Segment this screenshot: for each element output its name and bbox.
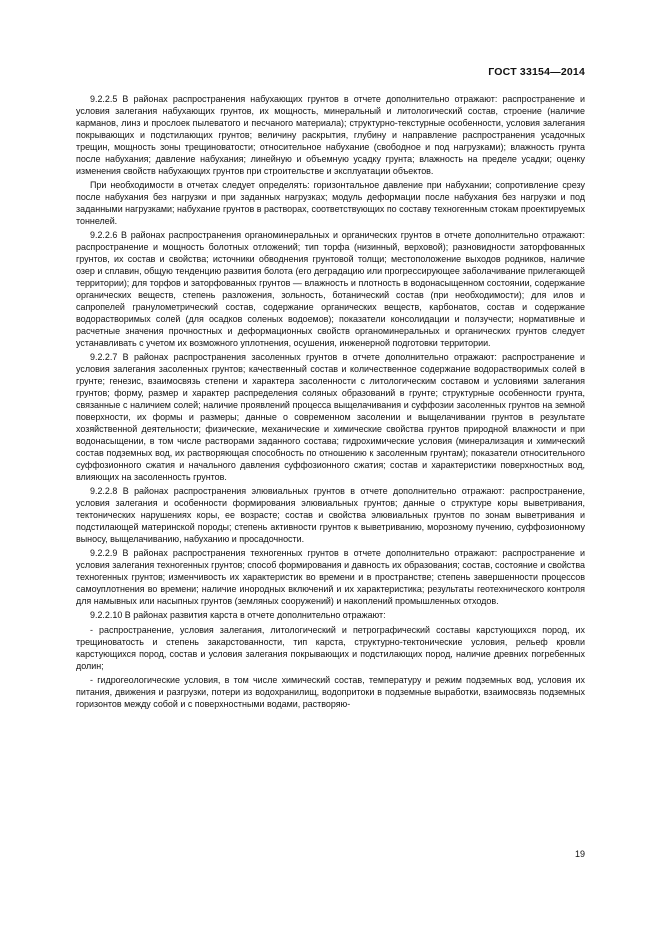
paragraph-9-2-2-5: 9.2.2.5 В районах распространения набухающих грунтов в отчете дополнительно отражают: распространение и условия залегания набухающих грунтов, их мощность, минеральный и литологический состав, строение (наличие карманов, линз и прослоек пылеватого и песчаного материала); структурно-текстурные особенности, условия залегания покрывающих и подстилающих грунтов; величину раскрытия, глубину и направление распространения усадочных трещин, мощность зоны трещиноватости; относительное набухание (свободное и под нагрузками); влажность грунта после набухания; давление набухания; линейную и объемную усадку грунта; влажность на пределе усадки; оценку изменения свойств набухающих грунтов при строительстве и эксплуатации объектов. — [76, 94, 585, 176]
list-item-karst-rocks: - распространение, условия залегания, литологический и петрографический составы карстующихся пород, их трещиноватость и степень закарстованности, тип карста, структурно-тектонические условия, рельеф кровли карстующихся пород, состав и условия залегания покрывающих и подстилающих пород, наличие древних погребенных долин; — [76, 624, 585, 671]
paragraph-9-2-2-9: 9.2.2.9 В районах распространения техногенных грунтов в отчете дополнительно отражают: распространение и условия залегания техногенных грунтов; способ формирования и давность их образования; состав, состояние и свойства техногенных грунтов; изменчивость их характеристик во времени и в пространстве; степень завершенности процессов самоуплотнения во времени; наличие инородных включений и их характеристика; результаты геотехнического контроля для намывных или насыпных грунтов (земляных сооружений) и накоплений промышленных отходов. — [76, 548, 585, 607]
paragraph-9-2-2-6: 9.2.2.6 В районах распространения органоминеральных и органических грунтов в отчете дополнительно отражают: распространение и мощность болотных отложений; тип торфа (низинный, верховой); разновидности заторфованных грунтов, их состав и свойства; источники обводнения грунтовой толщи; местоположение выходов родников, наличие озер и сплавин, общую тенденцию развития болота (его деградацию или прогрессирующее заболачивание прилегающей территории); для торфов и заторфованных грунтов — влажность и плотность в водонасыщенном состоянии, содержание органических веществ, степень разложения, зольность, ботанический состав (при необходимости); для илов и сапропелей гранулометрический состав, содержание органических веществ, карбонатов, состав и содержание водорастворимых солей (для осадков соленых водоемов); показатели консолидации и ползучести; нормативные и расчетные значения прочностных и деформационных свойств органоминеральных и органических грунтов следует устанавливать с учетом их возможного уплотнения, осушения, инженерной подготовки территории. — [76, 230, 585, 348]
body-text — [76, 94, 585, 713]
page-number: 19 — [574, 849, 585, 859]
paragraph-9-2-2-7: 9.2.2.7 В районах распространения засоленных грунтов в отчете дополнительно отражают: распространение и условия залегания засоленных грунтов; качественный состав и количественное содержание водорастворимых солей в грунте; генезис, взаимосвязь степени и характера засоленности с литологическим составом и условиями залегания грунтов; форму, размер и характер распределения соляных образований в грунте; структурные особенности грунта, связанные с наличием солей; наличие проявлений процесса выщелачивания и суффозии засоленных грунтов на земной поверхности, их формы и размеры; данные о современном засолении и выщелачивании грунтов в результате хозяйственной деятельности; физические, механические и химические свойства грунтов природной влажности и при водонасыщении, в том числе растворами заданного состава; гидрохимические условия (минерализация и химический состав подземных вод, их растворяющая способность по отношению к засоленным грунтам); показатели относительного суффозионного сжатия и начального давления суффозионного сжатия; состав и характеристики поверхностных вод, влияющих на засоленность грунтов. — [76, 352, 585, 482]
document-id-header: ГОСТ 33154—2014 — [488, 66, 585, 78]
paragraph-9-2-2-10: 9.2.2.10 В районах развития карста в отчете дополнительно отражают: — [90, 610, 386, 621]
list-item-hydrogeology: - гидрогеологические условия, в том числе химический состав, температуру и режим подземных вод, условия их питания, движения и разгрузки, потери из водохранилищ, водопритоки в подземные выработки, взаимосвязь подземных горизонтов между собой и с поверхностными водами, растворяю- — [76, 674, 585, 709]
paragraph-9-2-2-8: 9.2.2.8 В районах распространения элювиальных грунтов в отчете дополнительно отражают: распространение, условия залегания и особенности формирования элювиальных грунтов; данные о структуре коры выветривания, тектонических нарушениях коры, ее возрасте; состав и свойства элювиальных грунтов по зонам выветривания и подстилающей материнской породы; степень активности грунтов к выветриванию, морозному пучению, суффозионному выносу, выщелачиванию, набуханию и просадочности. — [76, 486, 585, 544]
paragraph-swelling-extra: При необходимости в отчетах следует определять: горизонтальное давление при набухании; сопротивление срезу после набухания без нагрузки и при заданных нагрузках; модуль деформации после набухания без нагрузки и под заданными нагрузками; набухание грунтов в растворах, соответствующих по составу техногенным стокам проектируемых тоннелей. — [76, 180, 585, 226]
